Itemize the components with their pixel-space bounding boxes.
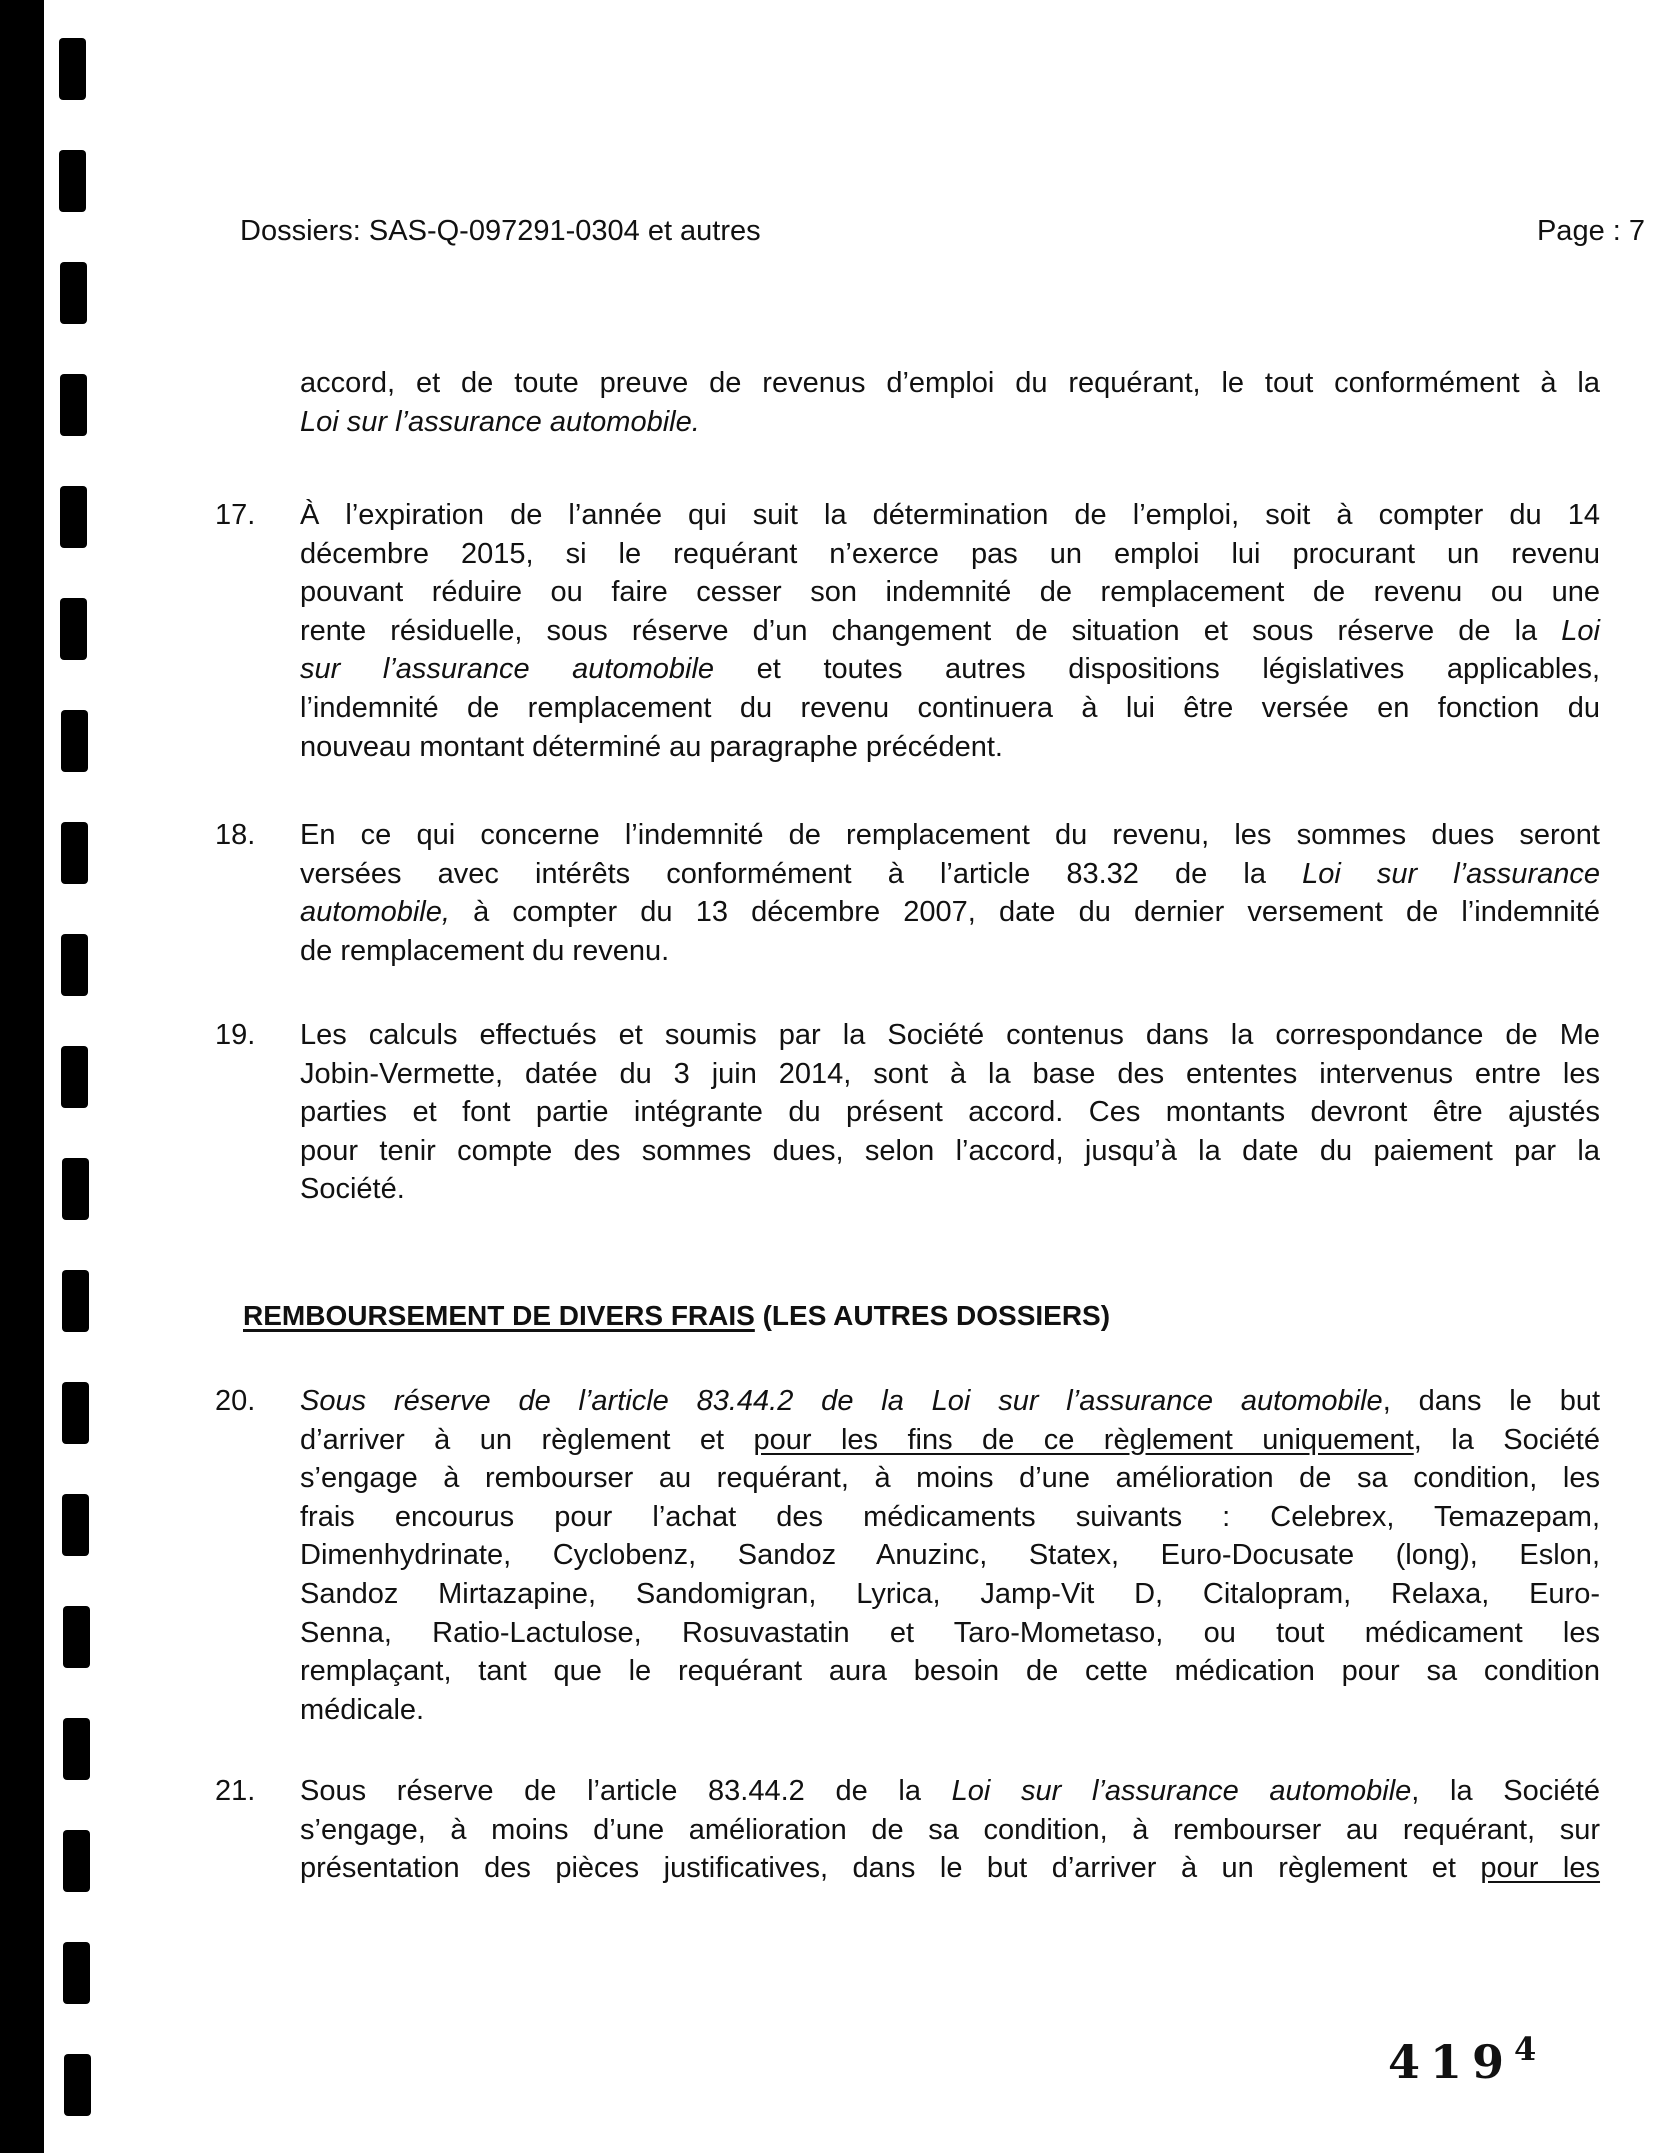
p17-line: pouvant réduire ou faire cesser son indemnité de remplacement de revenu ou une: [300, 576, 1600, 609]
p20-line: remplaçant, tant que le requérant aura besoin de cette médication pour sa condition: [300, 1655, 1600, 1688]
p20-line: [300, 1382, 1600, 1421]
sprocket-hole: [62, 1382, 89, 1444]
sprocket-hole: [62, 1158, 89, 1220]
p20-line: Dimenhydrinate, Cyclobenz, Sandoz Anuzinc, Statex, Euro-Docusate (long), Eslon,: [300, 1539, 1600, 1572]
p20-line: Sandoz Mirtazapine, Sandomigran, Lyrica, Jamp-Vit D, Citalopram, Relaxa, Euro-: [300, 1577, 1600, 1610]
sprocket-hole: [61, 822, 88, 884]
sprocket-hole: [63, 1606, 90, 1668]
text: , la Société: [1413, 1423, 1600, 1456]
paragraph-number: 17.: [215, 499, 256, 531]
p18-line: de remplacement du revenu.: [300, 934, 670, 967]
p19-line: Les calculs effectués et soumis par la Société contenus dans la correspondance de Me: [300, 1019, 1600, 1051]
text: d’arriver à un règlement et: [300, 1423, 754, 1456]
sprocket-hole: [62, 1494, 89, 1556]
p18-line: [300, 893, 1600, 932]
text: à compter du 13 décembre 2007, date du dernier versement de l’indemnité: [449, 896, 1600, 929]
sprocket-hole: [59, 150, 86, 212]
paragraph-18: [215, 816, 1600, 970]
sprocket-hole: [61, 934, 88, 996]
p20-line: médicale.: [300, 1693, 425, 1726]
stamped-number: [1388, 2030, 1546, 2089]
paragraph-19: [215, 1016, 1600, 1209]
text: rente résiduelle, sous réserve d’un changement de situation et sous réserve de la: [300, 614, 1562, 647]
p16-line-2: Loi sur l’assurance automobile.: [300, 405, 700, 438]
p20-line: s’engage à rembourser au requérant, à moins d’une amélioration de sa condition, les: [300, 1462, 1600, 1495]
underlined-text: pour les: [1480, 1852, 1601, 1885]
sprocket-hole: [60, 374, 87, 436]
stamp-digits: 419: [1388, 2035, 1515, 2089]
stamp-superscript: 4: [1514, 2030, 1547, 2068]
p19-line: pour tenir compte des sommes dues, selon l’accord, jusqu’à la date du paiement par la: [300, 1134, 1600, 1167]
text: Sous réserve de l’article 83.44.2 de la: [300, 1775, 952, 1807]
sprocket-hole: [62, 1270, 89, 1332]
law-title: sur l’assurance automobile: [300, 653, 715, 686]
paragraph-17: [215, 496, 1600, 766]
p18-line: [300, 855, 1600, 894]
dossier-reference: Dossiers: SAS-Q-097291-0304 et autres: [240, 215, 761, 247]
p19-line: Société.: [300, 1173, 405, 1206]
sprocket-hole: [61, 710, 88, 772]
text: présentation des pièces justificatives, dans le but d’arriver à un règlement et: [300, 1852, 1481, 1885]
underlined-text: pour les fins de ce règlement uniquement: [753, 1423, 1414, 1456]
sprocket-hole: [63, 1830, 90, 1892]
p17-line: [300, 612, 1600, 651]
section-heading: [243, 1300, 1110, 1332]
p20-line: frais encourus pour l’achat des médicaments suivants : Celebrex, Temazepam,: [300, 1500, 1600, 1533]
text: versées avec intérêts conformément à l’article 83.32 de la: [300, 857, 1303, 890]
sprocket-hole: [60, 486, 87, 548]
heading-rest: (LES AUTRES DOSSIERS): [754, 1300, 1111, 1331]
p21-line: [300, 1772, 1600, 1811]
law-title: Loi sur l’assurance automobile: [951, 1775, 1412, 1807]
heading-underlined: REMBOURSEMENT DE DIVERS FRAIS: [243, 1300, 755, 1331]
p17-line: À l’expiration de l’année qui suit la détermination de l’emploi, soit à compter du 14: [300, 499, 1600, 531]
p16-line-1: accord, et de toute preuve de revenus d’emploi du requérant, le tout conformément à la: [300, 367, 1600, 399]
paragraph-16-continuation: [300, 364, 1600, 441]
p20-line: Senna, Ratio-Lactulose, Rosuvastatin et Taro-Mometaso, ou tout médicament les: [300, 1616, 1600, 1649]
paragraph-number: 19.: [215, 1019, 256, 1051]
law-title: Loi: [1561, 614, 1600, 647]
p17-line: l’indemnité de remplacement du revenu continuera à lui être versée en fonction du: [300, 691, 1600, 724]
paragraph-number: 21.: [215, 1775, 256, 1807]
scan-edge-strip: [0, 0, 44, 2153]
paragraph-number: 20.: [215, 1385, 256, 1417]
p17-line: décembre 2015, si le requérant n’exerce pas un emploi lui procurant un revenu: [300, 537, 1600, 570]
sprocket-hole: [60, 598, 87, 660]
text: et toutes autres dispositions législatives applicables,: [714, 653, 1600, 686]
sprocket-hole: [60, 262, 87, 324]
sprocket-hole: [63, 1718, 90, 1780]
sprocket-hole: [64, 2054, 91, 2116]
p18-line: En ce qui concerne l’indemnité de remplacement du revenu, les sommes dues seront: [300, 819, 1600, 851]
paragraph-number: 18.: [215, 819, 256, 851]
text: , dans le but: [1382, 1385, 1601, 1417]
sprocket-hole: [63, 1942, 90, 2004]
p17-line: [300, 650, 1600, 689]
text: , la Société: [1411, 1775, 1600, 1807]
sprocket-hole: [61, 1046, 88, 1108]
p21-line: s’engage, à moins d’une amélioration de sa condition, à rembourser au requérant, sur: [300, 1813, 1600, 1846]
p20-line: [300, 1421, 1600, 1460]
p19-line: Jobin-Vermette, datée du 3 juin 2014, sont à la base des ententes intervenus entre les: [300, 1057, 1600, 1090]
p17-line: nouveau montant déterminé au paragraphe précédent.: [300, 730, 1003, 763]
sprocket-hole: [59, 38, 86, 100]
page-number: Page : 7: [1536, 215, 1645, 247]
p21-line: [300, 1849, 1600, 1888]
law-reference: Sous réserve de l’article 83.44.2 de la Loi sur l’assurance automobile: [300, 1385, 1383, 1417]
p19-line: parties et font partie intégrante du présent accord. Ces montants devront être ajustés: [300, 1096, 1600, 1129]
law-title: automobile,: [300, 896, 450, 929]
law-title: Loi sur l’assurance: [1302, 857, 1600, 890]
paragraph-20: [215, 1382, 1601, 1729]
paragraph-21: [215, 1772, 1601, 1888]
